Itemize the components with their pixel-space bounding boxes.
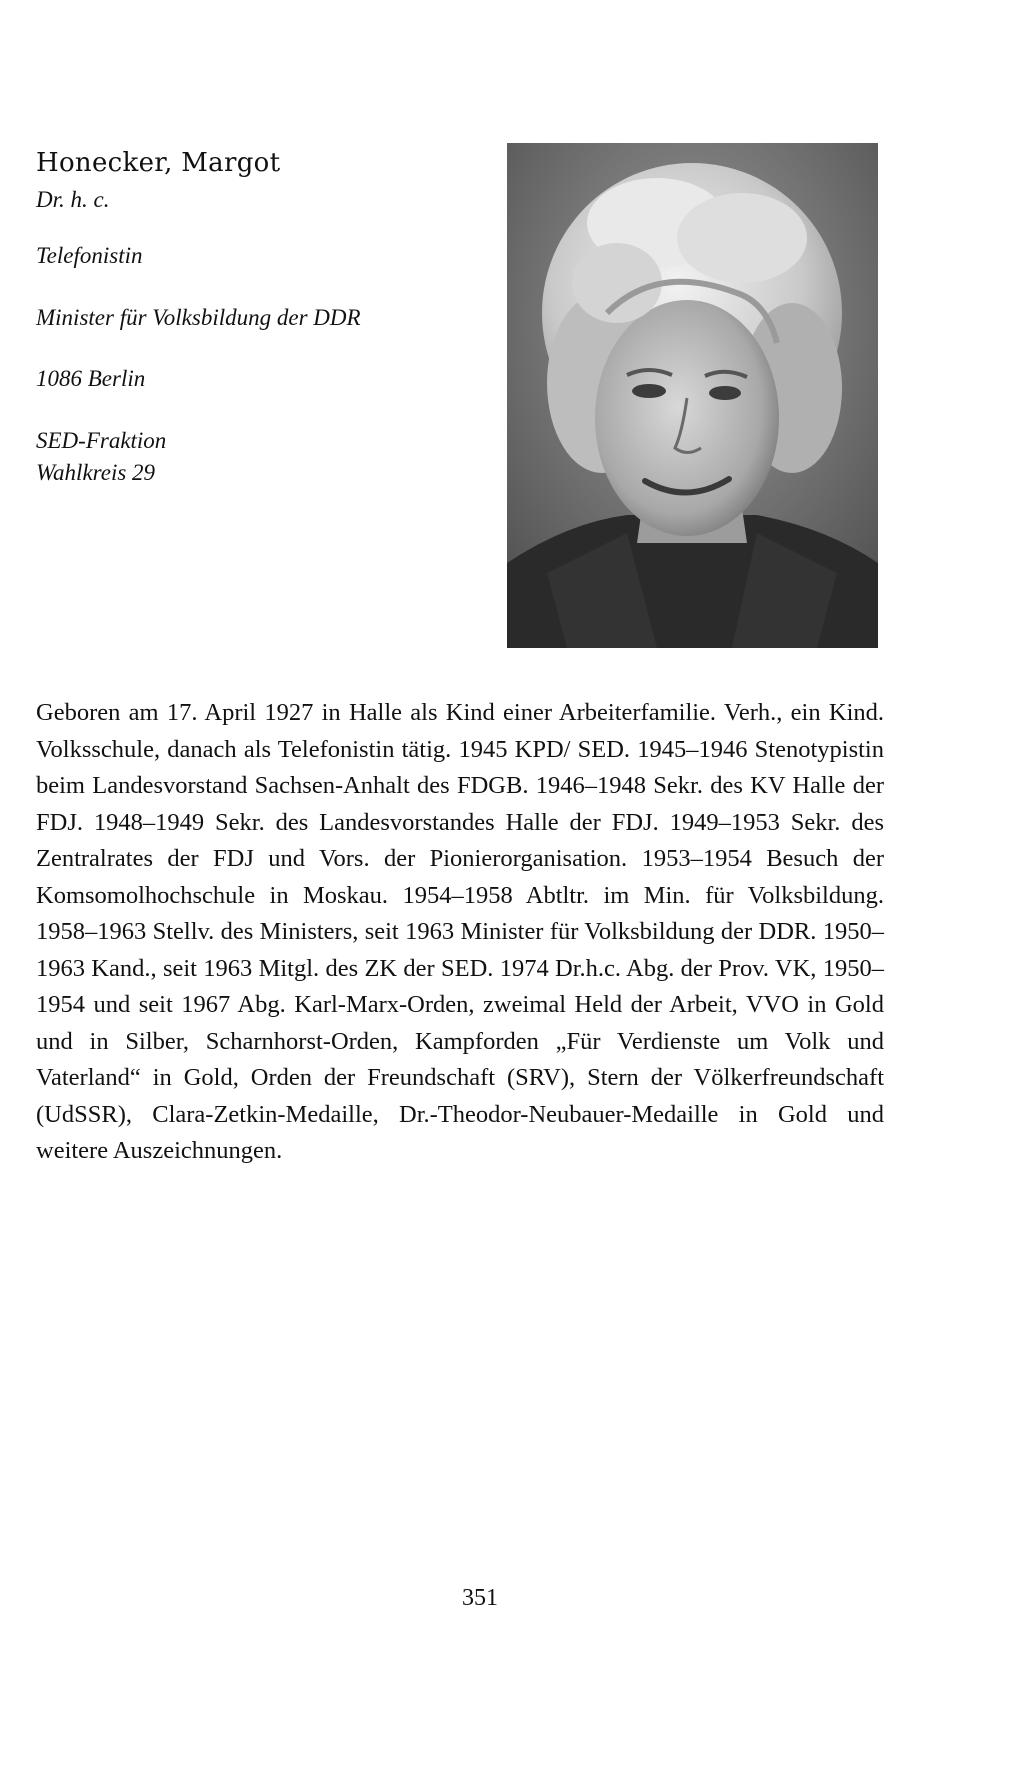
entry-address: 1086 Berlin	[36, 366, 146, 391]
entry-title: Dr. h. c.	[36, 187, 110, 212]
biography-text: Geboren am 17. April 1927 in Halle als Kind einer Arbeiterfamilie. Verh., ein Kind. Volksschule, danach als Telefonistin tätig. 1945 KPD/ SED. 1945–1946 Stenotypistin beim Landesvorstand Sachsen-Anhalt des FDGB. 1946–1948 Sekr. des KV Halle der FDJ. 1948–1949 Sekr. des Landesvorstandes Halle der FDJ. 1949–1953 Sekr. des Zentralrates der FDJ und Vors. der Pionierorganisation. 1953–1954 Besuch der Komsomolhochschule in Moskau. 1954–1958 Abtltr. im Min. für Volksbildung. 1958–1963 Stellv. des Ministers, seit 1963 Minister für Volksbildung der DDR. 1950–1963 Kand., seit 1963 Mitgl. des ZK der SED. 1974 Dr.h.c. Abg. der Prov. VK, 1950–1954 und seit 1967 Abg. Karl-Marx-Orden, zweimal Held der Arbeit, VVO in Gold und in Silber, Scharnhorst-Orden, Kampforden „Für Verdienste um Volk und Vaterland“ in Gold, Orden der Freundschaft (SRV), Stern der Völkerfreundschaft (UdSSR), Clara-Zetkin-Medaille, Dr.-Theodor-Neubauer-Medaille in Gold und weitere Auszeichnungen.	[36, 699, 884, 1164]
entry-position: Minister für Volksbildung der DDR	[36, 305, 361, 330]
page-number: 351	[462, 1585, 498, 1611]
portrait-photo	[507, 143, 878, 648]
entry-constituency: Wahlkreis 29	[36, 460, 156, 485]
entry-name: Honecker, Margot	[36, 148, 281, 178]
entry-profession: Telefonistin	[36, 243, 143, 268]
entry-faction: SED-Fraktion	[36, 428, 167, 453]
